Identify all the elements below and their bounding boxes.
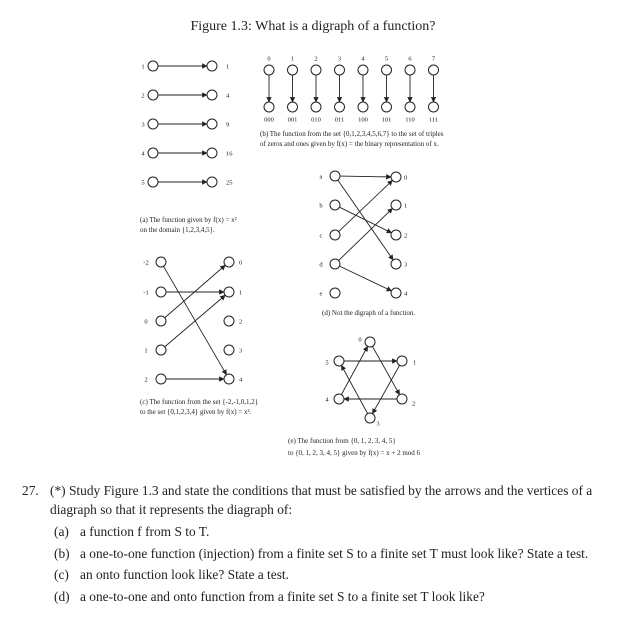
- domain-node: [148, 177, 158, 187]
- domain-label: 0: [267, 55, 271, 63]
- codomain-node: [224, 316, 234, 326]
- exercise-text: (*) Study Figure 1.3 and state the conditions that must be satisfied by the arrows and the vertices of a diagraph so that it represents the diagraph of:: [50, 483, 593, 517]
- codomain-label: 100: [358, 116, 368, 124]
- codomain-label: 101: [381, 116, 392, 124]
- panel-e-caption-line1: (e) The function from {0, 1, 2, 3, 4, 5}: [288, 437, 396, 445]
- domain-node: [330, 288, 340, 298]
- domain-node: [330, 171, 340, 181]
- codomain-node: [207, 148, 217, 158]
- domain-label: 1: [144, 347, 148, 355]
- codomain-node: [405, 102, 415, 112]
- part-label: (c): [54, 567, 69, 582]
- domain-label: e: [319, 290, 323, 298]
- domain-label: 2: [144, 376, 148, 384]
- domain-node: [148, 119, 158, 129]
- panel-b-binary-digraph: [264, 56, 439, 124]
- codomain-label: 3: [239, 347, 243, 355]
- domain-label: 0: [144, 318, 148, 326]
- domain-node: [264, 65, 274, 75]
- codomain-label: 0: [239, 259, 243, 267]
- figure-title: Figure 1.3: What is a digraph of a function?: [190, 19, 436, 34]
- domain-node: [156, 316, 166, 326]
- domain-node: [156, 257, 166, 267]
- domain-node: [335, 65, 345, 75]
- codomain-label: 4: [226, 92, 230, 100]
- domain-label: b: [319, 202, 323, 210]
- panel-a-squares-digraph: [141, 61, 233, 187]
- panel-e-mod6-digraph: [325, 337, 416, 428]
- part-label: (a): [54, 524, 69, 539]
- codomain-node: [391, 259, 401, 269]
- codomain-label: 2: [239, 318, 243, 326]
- domain-node: [358, 65, 368, 75]
- mapping-arrow: [165, 265, 225, 317]
- codomain-node: [264, 102, 274, 112]
- domain-label: c: [319, 232, 323, 240]
- domain-label: 4: [361, 55, 365, 63]
- exercise-part-d: [22, 588, 612, 607]
- domain-label: -1: [143, 289, 149, 297]
- codomain-label: 1: [239, 289, 243, 297]
- domain-label: 1: [141, 63, 145, 71]
- codomain-label: 16: [226, 150, 233, 158]
- codomain-label: 1: [404, 202, 408, 210]
- exercise-part-b: [22, 545, 612, 564]
- vertex-node: [334, 356, 344, 366]
- codomain-label: 011: [334, 116, 345, 124]
- codomain-node: [207, 119, 217, 129]
- domain-label: -2: [143, 259, 149, 267]
- domain-label: 2: [314, 55, 318, 63]
- codomain-node: [391, 288, 401, 298]
- domain-node: [288, 65, 298, 75]
- domain-label: 3: [337, 55, 342, 63]
- codomain-label: 0: [404, 174, 408, 182]
- mapping-arrow: [165, 295, 225, 347]
- codomain-label: 4: [239, 376, 243, 384]
- vertex-node: [365, 413, 375, 423]
- domain-node: [330, 200, 340, 210]
- codomain-node: [224, 257, 234, 267]
- exercise-part-c: [22, 566, 612, 585]
- panel-c-squares-integers-digraph: [143, 257, 243, 384]
- domain-node: [429, 65, 439, 75]
- panel-e-caption-line2: to {0, 1, 2, 3, 4, 5} given by f(x) = x + 2 mod 6: [288, 449, 421, 457]
- domain-node: [148, 148, 158, 158]
- vertex-node: [334, 394, 344, 404]
- panel-a-caption-line2: on the domain {1,2,3,4,5}.: [140, 226, 215, 234]
- codomain-node: [335, 102, 345, 112]
- domain-node: [156, 287, 166, 297]
- panel-b-caption-line1: (b) The function from the set {0,1,2,3,4,5,6,7} to the set of triples: [260, 130, 444, 138]
- exercise-parts: [22, 523, 612, 606]
- codomain-node: [207, 90, 217, 100]
- part-text: a one-to-one function (injection) from a finite set S to a finite set T must look like? State a test.: [80, 545, 589, 561]
- domain-label: 1: [290, 55, 295, 63]
- exercise-stem: [22, 482, 612, 519]
- mapping-arrow: [339, 207, 391, 233]
- domain-label: 3: [141, 121, 145, 129]
- codomain-label: 000: [264, 116, 274, 124]
- codomain-label: 3: [404, 261, 408, 269]
- codomain-node: [429, 102, 439, 112]
- vertex-label: 3: [376, 420, 380, 428]
- codomain-label: 9: [226, 121, 230, 129]
- codomain-node: [224, 287, 234, 297]
- codomain-node: [382, 102, 392, 112]
- panel-c-caption-line2: to the set {0,1,2,3,4} given by f(x) = x².: [140, 408, 252, 416]
- domain-label: 7: [431, 55, 436, 63]
- codomain-label: 25: [226, 179, 233, 187]
- codomain-label: 4: [404, 290, 408, 298]
- domain-node: [148, 61, 158, 71]
- exercise-27: [22, 482, 612, 609]
- codomain-label: 111: [428, 116, 439, 124]
- vertex-label: 1: [413, 359, 417, 367]
- panel-c-caption-line1: (c) The function from the set {-2,-1,0,1,2}: [140, 398, 259, 406]
- domain-label: 2: [141, 92, 145, 100]
- domain-node: [148, 90, 158, 100]
- vertex-node: [397, 394, 407, 404]
- codomain-node: [288, 102, 298, 112]
- codomain-node: [224, 374, 234, 384]
- codomain-node: [311, 102, 321, 112]
- codomain-label: 010: [311, 116, 321, 124]
- vertex-label: 5: [325, 359, 329, 367]
- part-text: an onto function look like? State a test.: [80, 567, 289, 582]
- domain-label: 4: [141, 150, 145, 158]
- domain-node: [311, 65, 321, 75]
- domain-node: [330, 230, 340, 240]
- mapping-arrow: [341, 346, 367, 394]
- domain-node: [405, 65, 415, 75]
- panel-d-caption: (d) Not the digraph of a function.: [322, 309, 416, 317]
- mapping-arrow: [340, 266, 392, 291]
- panel-b-caption-line2: of zeros and ones given by f(x) = the binary representation of x.: [260, 140, 439, 148]
- mapping-arrow: [339, 208, 393, 260]
- domain-node: [156, 374, 166, 384]
- domain-label: a: [319, 173, 323, 181]
- domain-node: [156, 345, 166, 355]
- domain-label: 5: [384, 55, 389, 63]
- codomain-label: 001: [287, 116, 298, 124]
- domain-node: [330, 259, 340, 269]
- codomain-node: [207, 177, 217, 187]
- codomain-node: [391, 172, 401, 182]
- exercise-part-a: [22, 523, 612, 542]
- vertex-label: 2: [412, 400, 416, 408]
- domain-label: d: [319, 261, 323, 269]
- codomain-node: [391, 230, 401, 240]
- mapping-arrow: [339, 180, 393, 231]
- vertex-label: 0: [358, 336, 362, 344]
- part-label: (b): [54, 545, 70, 561]
- mapping-arrow: [372, 365, 399, 413]
- codomain-node: [224, 345, 234, 355]
- mapping-arrow: [340, 176, 391, 177]
- exercise-number: 27.: [22, 483, 39, 498]
- vertex-node: [365, 337, 375, 347]
- part-label: (d): [54, 588, 70, 604]
- panel-d-not-function-digraph: [319, 171, 408, 298]
- domain-node: [382, 65, 392, 75]
- mapping-arrow: [341, 365, 367, 413]
- codomain-label: 1: [226, 63, 230, 71]
- vertex-label: 4: [325, 396, 329, 404]
- panel-a-caption-line1: (a) The function given by f(x) = x²: [140, 216, 237, 224]
- vertex-node: [397, 356, 407, 366]
- codomain-node: [358, 102, 368, 112]
- domain-label: 6: [408, 55, 412, 63]
- codomain-node: [391, 200, 401, 210]
- mapping-arrow: [372, 346, 399, 394]
- codomain-node: [207, 61, 217, 71]
- codomain-label: 110: [405, 116, 415, 124]
- part-text: a one-to-one and onto function from a finite set S to a finite set T look like?: [80, 588, 485, 604]
- part-text: a function f from S to T.: [80, 524, 210, 539]
- codomain-label: 2: [404, 232, 408, 240]
- domain-label: 5: [141, 179, 145, 187]
